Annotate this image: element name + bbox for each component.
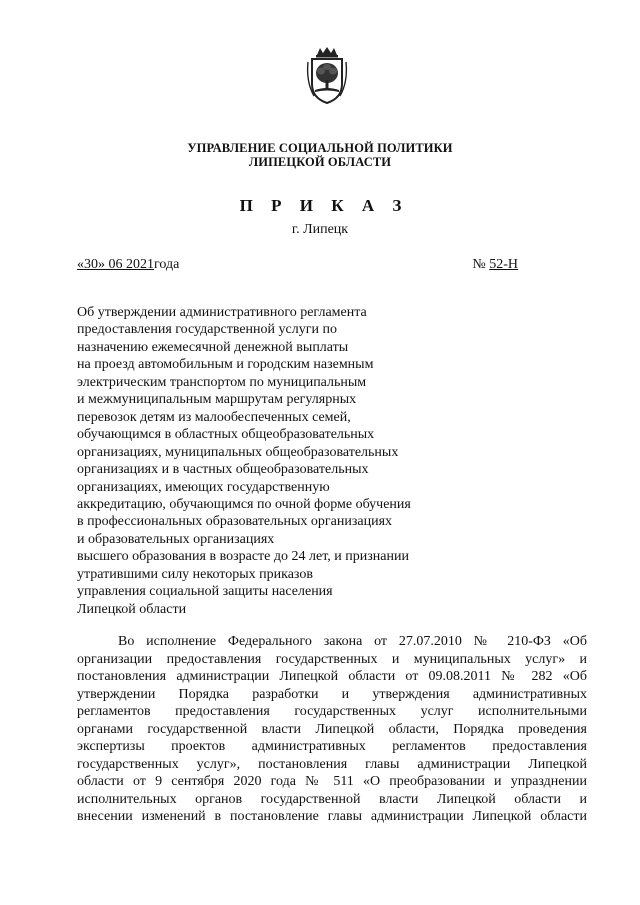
body-line: государственных услуг», постановления главы администрации Липецкой — [77, 756, 587, 772]
subject-line: обучающимся в областных общеобразовательных — [77, 427, 375, 443]
order-number — [472, 257, 518, 273]
body-line: организации предоставления государственных и муниципальных услуг» и — [77, 651, 587, 667]
subject-line: и межмуниципальным маршрутам регулярных — [77, 392, 357, 408]
subject-line: утратившими силу некоторых приказов — [77, 566, 313, 582]
date-open-quote: « — [77, 257, 84, 272]
body-line: постановления администрации Липецкой области от 09.08.2011 № 282 «Об — [77, 669, 587, 685]
organization-name — [0, 141, 640, 169]
order-number-value: 52-Н — [489, 257, 518, 272]
subject-line: Об утверждении административного регламента — [77, 305, 367, 320]
order-body-paragraph — [77, 633, 587, 826]
subject-line: электрическим транспортом по муниципальным — [77, 374, 367, 390]
subject-line: в профессиональных образовательных организациях — [77, 514, 393, 530]
body-line: исполнительных органов государственной власти Липецкой области и — [77, 791, 587, 807]
subject-line: организациях, муниципальных общеобразовательных — [77, 444, 399, 460]
subject-line: организациях и в частных общеобразовательных — [77, 462, 369, 478]
subject-line: Липецкой области — [77, 601, 187, 617]
subject-line: аккредитацию, обучающимся по очной форме обучения — [77, 496, 411, 512]
order-subject — [77, 304, 497, 618]
subject-line: предоставления государственной услуги по — [77, 322, 337, 338]
body-line: утверждении Порядка разработки и утверждения административных — [77, 686, 587, 702]
document-title: П Р И К А З — [239, 196, 409, 215]
body-line: экспертизы проектов административных регламентов предоставления — [77, 739, 587, 755]
subject-line: назначению ежемесячной денежной выплаты — [77, 339, 349, 355]
date-month-year: 06 2021 — [105, 257, 154, 272]
organization-line-2: ЛИПЕЦКОЙ ОБЛАСТИ — [248, 155, 392, 169]
body-line: органами государственной власти Липецкой области, Порядка проведения — [77, 721, 587, 737]
organization-line-1: УПРАВЛЕНИЕ СОЦИАЛЬНОЙ ПОЛИТИКИ — [187, 141, 453, 155]
body-line: регламентов предоставления государственных услуг исполнительными — [77, 704, 587, 720]
date-close-quote: » — [98, 257, 105, 272]
order-date — [77, 257, 179, 273]
body-line: Во исполнение Федерального закона от 27.07.2010 № 210-ФЗ «Об — [118, 634, 587, 649]
subject-line: на проезд автомобильным и городским наземным — [77, 357, 374, 373]
subject-line: организациях, имеющих государственную — [77, 479, 330, 495]
order-number-prefix: № — [472, 257, 490, 272]
city-line: г. Липецк — [291, 222, 349, 237]
coat-of-arms-emblem — [304, 46, 350, 106]
subject-line: управления социальной защиты населения — [77, 584, 333, 600]
subject-line: высшего образования в возрасте до 24 лет, и признании — [77, 549, 409, 565]
body-line: внесении изменений в постановление главы администрации Липецкой области — [77, 809, 587, 825]
body-line: области от 9 сентября 2020 года № 511 «О преобразовании и упразднении — [77, 774, 587, 790]
subject-line: и образовательных организациях — [77, 531, 275, 547]
date-suffix: года — [154, 257, 180, 272]
date-day: 30 — [84, 257, 98, 272]
subject-line: перевозок детям из малообеспеченных семей, — [77, 409, 351, 425]
